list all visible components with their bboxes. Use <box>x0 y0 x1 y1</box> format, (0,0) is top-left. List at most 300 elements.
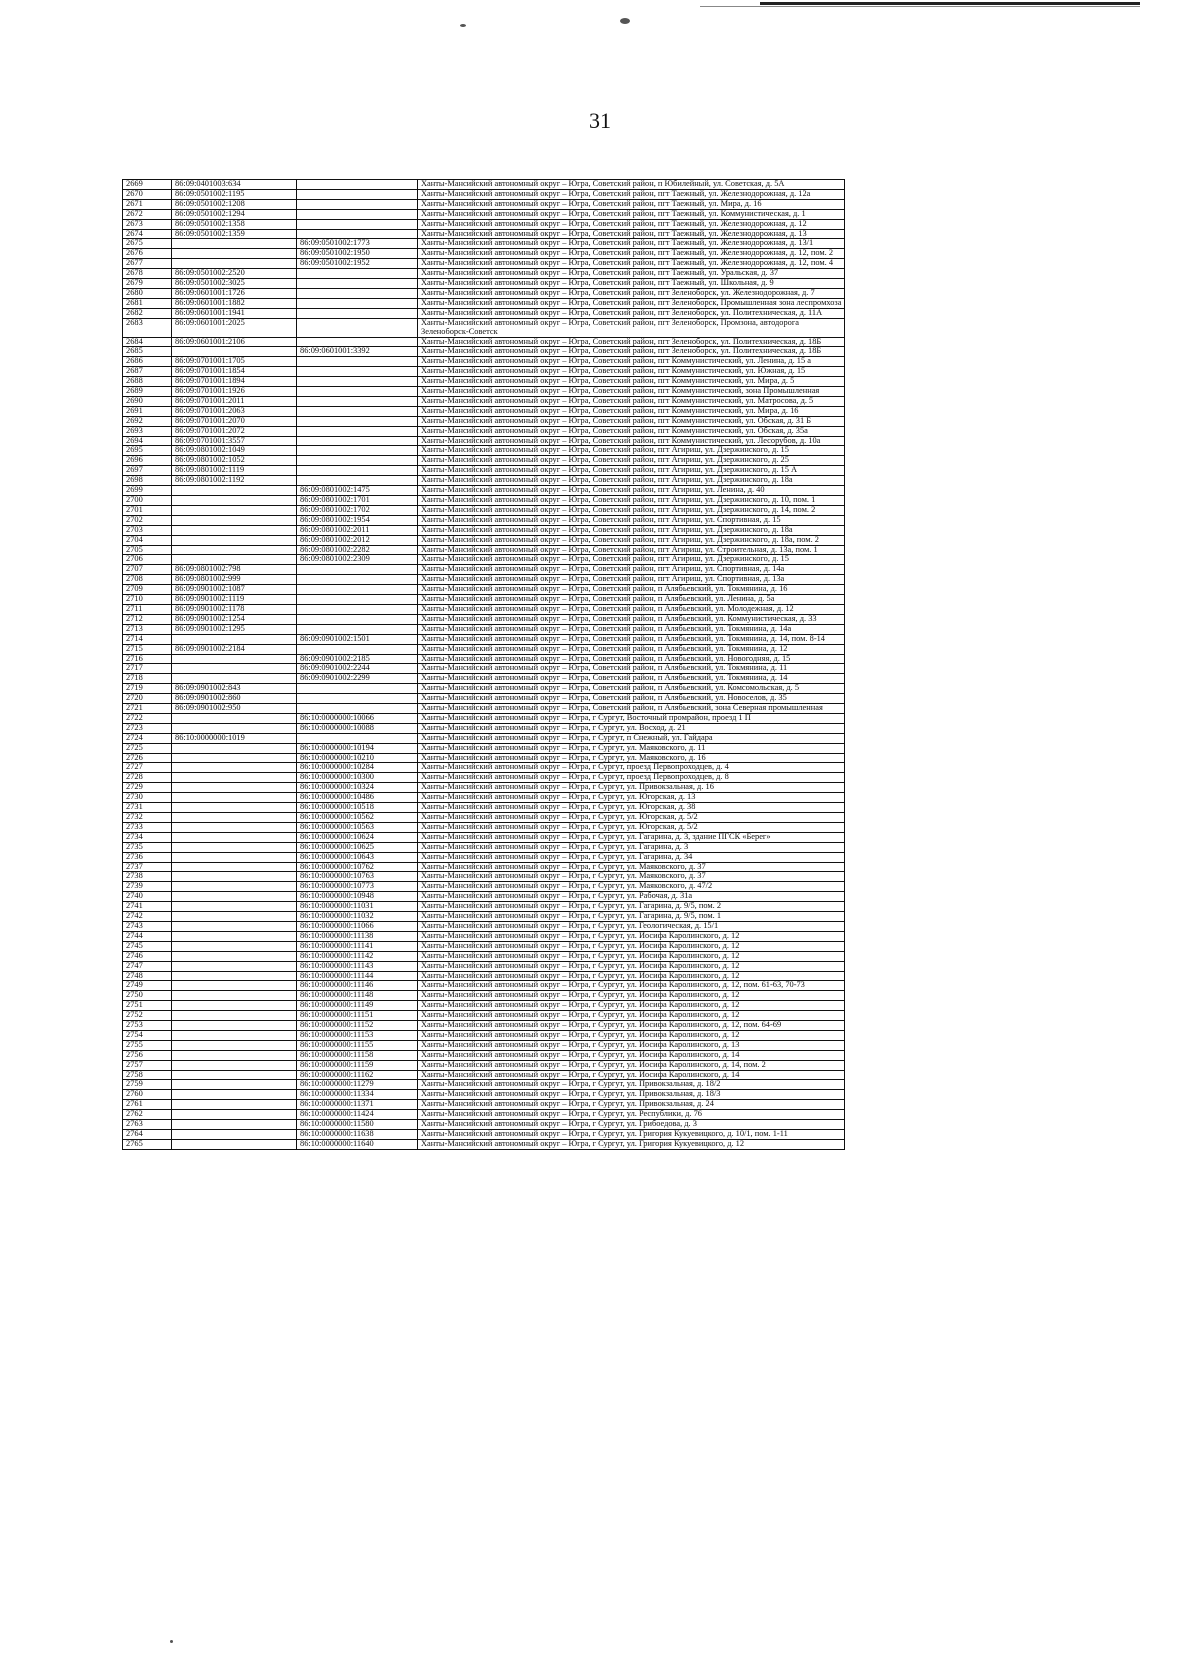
table-row <box>123 1030 845 1040</box>
cadastral-number-cell <box>172 872 297 882</box>
address-cell: Ханты-Мансийский автономный округ – Югра, Советский район, п Алябьевский, ул. Токмянина, д. 14, пом. 8-14 <box>418 634 845 644</box>
cadastral-number-cell: 86:09:0601001:1726 <box>172 288 297 298</box>
row-number-cell: 2678 <box>123 269 172 279</box>
address-cell: Ханты-Мансийский автономный округ – Югра, Советский район, пгт Зеленоборск, ул. Железнодорожная, д. 7 <box>418 288 845 298</box>
table-row <box>123 555 845 565</box>
table-row <box>123 941 845 951</box>
row-number-cell: 2747 <box>123 961 172 971</box>
room-cadastral-number-cell <box>297 604 418 614</box>
address-cell: Ханты-Мансийский автономный округ – Югра, г Сургут, ул. Гагарина, д. 9/5, пом. 2 <box>418 902 845 912</box>
row-number-cell: 2735 <box>123 842 172 852</box>
table-row <box>123 1001 845 1011</box>
row-number-cell: 2730 <box>123 793 172 803</box>
cadastral-number-cell: 86:09:0801002:1192 <box>172 476 297 486</box>
table-row <box>123 249 845 259</box>
address-cell: Ханты-Мансийский автономный округ – Югра, г Сургут, ул. Иосифа Каролинского, д. 12 <box>418 991 845 1001</box>
row-number-cell: 2689 <box>123 387 172 397</box>
cadastral-number-cell <box>172 1120 297 1130</box>
table-row <box>123 357 845 367</box>
table-row <box>123 1120 845 1130</box>
table-row <box>123 1060 845 1070</box>
room-cadastral-number-cell <box>297 229 418 239</box>
address-cell: Ханты-Мансийский автономный округ – Югра, г Сургут, ул. Иосифа Каролинского, д. 12 <box>418 961 845 971</box>
address-cell: Ханты-Мансийский автономный округ – Югра, Советский район, пгт Агириш, ул. Дзержинского, д. 18а <box>418 476 845 486</box>
room-cadastral-number-cell: 86:09:0901002:2185 <box>297 654 418 664</box>
table-row <box>123 813 845 823</box>
table-row <box>123 486 845 496</box>
cadastral-number-cell: 86:09:0701001:1894 <box>172 377 297 387</box>
cadastral-number-cell <box>172 941 297 951</box>
room-cadastral-number-cell: 86:10:0000000:11640 <box>297 1139 418 1149</box>
cadastral-number-cell <box>172 654 297 664</box>
room-cadastral-number-cell: 86:10:0000000:11032 <box>297 912 418 922</box>
address-cell: Ханты-Мансийский автономный округ – Югра, г Сургут, ул. Иосифа Каролинского, д. 12 <box>418 951 845 961</box>
row-number-cell: 2715 <box>123 644 172 654</box>
row-number-cell: 2697 <box>123 466 172 476</box>
cadastral-number-cell <box>172 803 297 813</box>
table-row <box>123 872 845 882</box>
table-row <box>123 199 845 209</box>
row-number-cell: 2717 <box>123 664 172 674</box>
room-cadastral-number-cell <box>297 367 418 377</box>
table-row <box>123 347 845 357</box>
address-cell: Ханты-Мансийский автономный округ – Югра, г Сургут, ул. Иосифа Каролинского, д. 12, пом. 61-63, 70-73 <box>418 981 845 991</box>
cadastral-number-cell: 86:09:0701001:1705 <box>172 357 297 367</box>
address-cell: Ханты-Мансийский автономный округ – Югра, Советский район, пгт Таежный, ул. Уральская, д. 37 <box>418 269 845 279</box>
table-row <box>123 1070 845 1080</box>
room-cadastral-number-cell: 86:10:0000000:10194 <box>297 743 418 753</box>
room-cadastral-number-cell: 86:10:0000000:10486 <box>297 793 418 803</box>
address-cell: Ханты-Мансийский автономный округ – Югра, г Сургут, ул. Маяковского, д. 16 <box>418 753 845 763</box>
cadastral-number-cell: 86:09:0901002:1087 <box>172 585 297 595</box>
cadastral-number-cell <box>172 1110 297 1120</box>
row-number-cell: 2722 <box>123 713 172 723</box>
cadastral-number-cell <box>172 753 297 763</box>
cadastral-number-cell <box>172 813 297 823</box>
room-cadastral-number-cell: 86:09:0801002:1702 <box>297 505 418 515</box>
table-row <box>123 298 845 308</box>
address-cell: Ханты-Мансийский автономный округ – Югра, Советский район, пгт Таежный, ул. Железнодорожная, д. 12а <box>418 189 845 199</box>
table-row <box>123 288 845 298</box>
address-cell: Ханты-Мансийский автономный округ – Югра, Советский район, пгт Агириш, ул. Спортивная, д. 15 <box>418 515 845 525</box>
room-cadastral-number-cell: 86:10:0000000:10088 <box>297 723 418 733</box>
room-cadastral-number-cell: 86:10:0000000:10300 <box>297 773 418 783</box>
table-row <box>123 892 845 902</box>
table-row <box>123 189 845 199</box>
cadastral-number-cell <box>172 842 297 852</box>
address-cell: Ханты-Мансийский автономный округ – Югра, г Сургут, ул. Иосифа Каролинского, д. 14 <box>418 1070 845 1080</box>
row-number-cell: 2702 <box>123 515 172 525</box>
address-cell: Ханты-Мансийский автономный округ – Югра, Советский район, пгт Агириш, ул. Дзержинского, д. 15 А <box>418 466 845 476</box>
room-cadastral-number-cell <box>297 595 418 605</box>
row-number-cell: 2701 <box>123 505 172 515</box>
cadastral-number-cell <box>172 555 297 565</box>
row-number-cell: 2745 <box>123 941 172 951</box>
room-cadastral-number-cell: 86:10:0000000:10562 <box>297 813 418 823</box>
row-number-cell: 2704 <box>123 535 172 545</box>
row-number-cell: 2729 <box>123 783 172 793</box>
row-number-cell: 2670 <box>123 189 172 199</box>
address-cell: Ханты-Мансийский автономный округ – Югра, г Сургут, ул. Привокзальная, д. 24 <box>418 1100 845 1110</box>
room-cadastral-number-cell: 86:09:0601001:3392 <box>297 347 418 357</box>
row-number-cell: 2671 <box>123 199 172 209</box>
address-cell: Ханты-Мансийский автономный округ – Югра, г Сургут, ул. Григория Кукуевицкого, д. 12 <box>418 1139 845 1149</box>
room-cadastral-number-cell: 86:10:0000000:10625 <box>297 842 418 852</box>
row-number-cell: 2761 <box>123 1100 172 1110</box>
room-cadastral-number-cell <box>297 416 418 426</box>
cadastral-number-cell: 86:09:0501002:1208 <box>172 199 297 209</box>
row-number-cell: 2721 <box>123 704 172 714</box>
room-cadastral-number-cell: 86:10:0000000:11159 <box>297 1060 418 1070</box>
cadastral-number-cell: 86:09:0801002:1119 <box>172 466 297 476</box>
address-cell: Ханты-Мансийский автономный округ – Югра, Советский район, пгт Коммунистический, ул. Мира, д. 5 <box>418 377 845 387</box>
table-row <box>123 1011 845 1021</box>
address-cell: Ханты-Мансийский автономный округ – Югра, Советский район, пгт Коммунистический, ул. Обская, д. 35а <box>418 426 845 436</box>
room-cadastral-number-cell: 86:10:0000000:11151 <box>297 1011 418 1021</box>
row-number-cell: 2708 <box>123 575 172 585</box>
address-cell: Ханты-Мансийский автономный округ – Югра, г Сургут, ул. Республики, д. 76 <box>418 1110 845 1120</box>
room-cadastral-number-cell: 86:10:0000000:11141 <box>297 941 418 951</box>
row-number-cell: 2737 <box>123 862 172 872</box>
page-number: 31 <box>589 108 611 133</box>
table-row <box>123 604 845 614</box>
address-cell: Ханты-Мансийский автономный округ – Югра, Советский район, пгт Таежный, ул. Железнодорожная, д. 12 <box>418 219 845 229</box>
table-row <box>123 931 845 941</box>
room-cadastral-number-cell: 86:10:0000000:11371 <box>297 1100 418 1110</box>
table-row <box>123 545 845 555</box>
registry-table <box>122 179 845 1150</box>
cadastral-number-cell <box>172 1080 297 1090</box>
room-cadastral-number-cell <box>297 288 418 298</box>
row-number-cell: 2709 <box>123 585 172 595</box>
address-cell: Ханты-Мансийский автономный округ – Югра, Советский район, пгт Таежный, ул. Железнодорожная, д. 12, пом. 4 <box>418 259 845 269</box>
cadastral-number-cell: 86:09:0701001:1926 <box>172 387 297 397</box>
table-row <box>123 515 845 525</box>
cadastral-number-cell: 86:09:0501002:1294 <box>172 209 297 219</box>
row-number-cell: 2696 <box>123 456 172 466</box>
cadastral-number-cell <box>172 1021 297 1031</box>
table-row <box>123 426 845 436</box>
row-number-cell: 2675 <box>123 239 172 249</box>
address-cell: Ханты-Мансийский автономный округ – Югра, Советский район, п Алябьевский, зона Северная промышленная <box>418 704 845 714</box>
cadastral-number-cell: 86:09:0801002:1052 <box>172 456 297 466</box>
cadastral-number-cell <box>172 723 297 733</box>
room-cadastral-number-cell: 86:09:0901002:2244 <box>297 664 418 674</box>
address-cell: Ханты-Мансийский автономный округ – Югра, г Сургут, ул. Югорская, д. 13 <box>418 793 845 803</box>
row-number-cell: 2673 <box>123 219 172 229</box>
cadastral-number-cell: 86:09:0701001:2070 <box>172 416 297 426</box>
cadastral-number-cell <box>172 496 297 506</box>
room-cadastral-number-cell <box>297 565 418 575</box>
row-number-cell: 2698 <box>123 476 172 486</box>
room-cadastral-number-cell: 86:10:0000000:11334 <box>297 1090 418 1100</box>
room-cadastral-number-cell: 86:10:0000000:11153 <box>297 1030 418 1040</box>
cadastral-number-cell <box>172 1139 297 1149</box>
room-cadastral-number-cell: 86:09:0801002:2282 <box>297 545 418 555</box>
room-cadastral-number-cell <box>297 644 418 654</box>
room-cadastral-number-cell: 86:09:0901002:1501 <box>297 634 418 644</box>
room-cadastral-number-cell: 86:10:0000000:11138 <box>297 931 418 941</box>
cadastral-number-cell <box>172 892 297 902</box>
table-row <box>123 1100 845 1110</box>
address-cell: Ханты-Мансийский автономный округ – Югра, г Сургут, ул. Геологическая, д. 15/1 <box>418 921 845 931</box>
table-row <box>123 822 845 832</box>
row-number-cell: 2695 <box>123 446 172 456</box>
row-number-cell: 2726 <box>123 753 172 763</box>
address-cell: Ханты-Мансийский автономный округ – Югра, Советский район, пгт Агириш, ул. Дзержинского, д. 14, пом. 2 <box>418 505 845 515</box>
cadastral-number-cell: 86:09:0501002:1359 <box>172 229 297 239</box>
cadastral-number-cell <box>172 545 297 555</box>
cadastral-number-cell <box>172 634 297 644</box>
address-cell: Ханты-Мансийский автономный округ – Югра, Советский район, пгт Коммунистический, ул. Обская, д. 31 Б <box>418 416 845 426</box>
address-cell: Ханты-Мансийский автономный округ – Югра, Советский район, пгт Зеленоборск, ул. Политехническая, д. 11А <box>418 308 845 318</box>
address-cell: Ханты-Мансийский автономный округ – Югра, Советский район, пгт Агириш, ул. Дзержинского, д. 15 <box>418 446 845 456</box>
table-row <box>123 644 845 654</box>
table-row <box>123 862 845 872</box>
scan-speck <box>170 1640 173 1643</box>
cadastral-number-cell: 86:09:0701001:2063 <box>172 406 297 416</box>
table-row <box>123 1021 845 1031</box>
address-cell: Ханты-Мансийский автономный округ – Югра, г Сургут, ул. Гагарина, д. 3, здание ПГСК «Берег» <box>418 832 845 842</box>
address-cell: Ханты-Мансийский автономный округ – Югра, Советский район, пгт Агириш, ул. Дзержинского, д. 10, пом. 1 <box>418 496 845 506</box>
row-number-cell: 2685 <box>123 347 172 357</box>
address-cell: Ханты-Мансийский автономный округ – Югра, г Сургут, ул. Привокзальная, д. 16 <box>418 783 845 793</box>
row-number-cell: 2736 <box>123 852 172 862</box>
table-row <box>123 624 845 634</box>
cadastral-number-cell <box>172 1040 297 1050</box>
table-row <box>123 882 845 892</box>
cadastral-number-cell <box>172 347 297 357</box>
room-cadastral-number-cell: 86:10:0000000:11155 <box>297 1040 418 1050</box>
row-number-cell: 2687 <box>123 367 172 377</box>
address-cell: Ханты-Мансийский автономный округ – Югра, г Сургут, ул. Гагарина, д. 3 <box>418 842 845 852</box>
cadastral-number-cell <box>172 981 297 991</box>
address-cell: Ханты-Мансийский автономный округ – Югра, Советский район, пгт Агириш, ул. Спортивная, д. 13а <box>418 575 845 585</box>
address-cell: Ханты-Мансийский автономный округ – Югра, Советский район, пгт Таежный, ул. Мира, д. 16 <box>418 199 845 209</box>
row-number-cell: 2712 <box>123 614 172 624</box>
room-cadastral-number-cell: 86:10:0000000:10643 <box>297 852 418 862</box>
row-number-cell: 2754 <box>123 1030 172 1040</box>
table-row <box>123 239 845 249</box>
room-cadastral-number-cell: 86:09:0501002:1950 <box>297 249 418 259</box>
room-cadastral-number-cell <box>297 357 418 367</box>
cadastral-number-cell <box>172 832 297 842</box>
row-number-cell: 2732 <box>123 813 172 823</box>
address-cell: Ханты-Мансийский автономный округ – Югра, г Сургут, проезд Первопроходцев, д. 4 <box>418 763 845 773</box>
table-row <box>123 476 845 486</box>
room-cadastral-number-cell: 86:09:0801002:2012 <box>297 535 418 545</box>
cadastral-number-cell <box>172 1100 297 1110</box>
cadastral-number-cell: 86:09:0801002:1049 <box>172 446 297 456</box>
cadastral-number-cell <box>172 535 297 545</box>
table-row <box>123 1040 845 1050</box>
table-row <box>123 279 845 289</box>
address-cell: Ханты-Мансийский автономный округ – Югра, г Сургут, ул. Маяковского, д. 37 <box>418 862 845 872</box>
address-cell: Ханты-Мансийский автономный округ – Югра, Советский район, пгт Коммунистический, ул. Матросова, д. 5 <box>418 396 845 406</box>
address-cell: Ханты-Мансийский автономный округ – Югра, г Сургут, ул. Маяковского, д. 37 <box>418 872 845 882</box>
cadastral-number-cell <box>172 783 297 793</box>
room-cadastral-number-cell <box>297 733 418 743</box>
address-cell: Ханты-Мансийский автономный округ – Югра, Советский район, пгт Таежный, ул. Железнодорожная, д. 12, пом. 2 <box>418 249 845 259</box>
row-number-cell: 2706 <box>123 555 172 565</box>
table-row <box>123 1139 845 1149</box>
row-number-cell: 2718 <box>123 674 172 684</box>
row-number-cell: 2759 <box>123 1080 172 1090</box>
table-row <box>123 377 845 387</box>
address-cell: Ханты-Мансийский автономный округ – Югра, Советский район, п Алябьевский, ул. Ленина, д. 5а <box>418 595 845 605</box>
table-row <box>123 921 845 931</box>
row-number-cell: 2683 <box>123 318 172 337</box>
address-cell: Ханты-Мансийский автономный округ – Югра, г Сургут, ул. Иосифа Каролинского, д. 14, пом. 2 <box>418 1060 845 1070</box>
address-cell: Ханты-Мансийский автономный округ – Югра, Советский район, пгт Агириш, ул. Дзержинского, д. 18а <box>418 525 845 535</box>
address-cell: Ханты-Мансийский автономный округ – Югра, г Сургут, ул. Восход, д. 21 <box>418 723 845 733</box>
room-cadastral-number-cell <box>297 387 418 397</box>
row-number-cell: 2692 <box>123 416 172 426</box>
room-cadastral-number-cell: 86:10:0000000:10763 <box>297 872 418 882</box>
address-cell: Ханты-Мансийский автономный округ – Югра, г Сургут, ул. Иосифа Каролинского, д. 14 <box>418 1050 845 1060</box>
cadastral-number-cell <box>172 1070 297 1080</box>
address-cell: Ханты-Мансийский автономный округ – Югра, Советский район, пгт Агириш, ул. Спортивная, д. 14а <box>418 565 845 575</box>
address-cell: Ханты-Мансийский автономный округ – Югра, г Сургут, ул. Грибоедова, д. 3 <box>418 1120 845 1130</box>
room-cadastral-number-cell <box>297 694 418 704</box>
table-row <box>123 951 845 961</box>
address-cell: Ханты-Мансийский автономный округ – Югра, Советский район, п Алябьевский, ул. Новоселов, д. 35 <box>418 694 845 704</box>
address-cell: Ханты-Мансийский автономный округ – Югра, г Сургут, ул. Рабочая, д. 31а <box>418 892 845 902</box>
row-number-cell: 2740 <box>123 892 172 902</box>
row-number-cell: 2723 <box>123 723 172 733</box>
address-cell: Ханты-Мансийский автономный округ – Югра, Советский район, пгт Агириш, ул. Дзержинского, д. 25 <box>418 456 845 466</box>
address-cell: Ханты-Мансийский автономный округ – Югра, Советский район, пгт Зеленоборск, ул. Политехническая, д. 18Б <box>418 347 845 357</box>
room-cadastral-number-cell <box>297 456 418 466</box>
row-number-cell: 2750 <box>123 991 172 1001</box>
room-cadastral-number-cell <box>297 377 418 387</box>
room-cadastral-number-cell <box>297 308 418 318</box>
cadastral-number-cell <box>172 921 297 931</box>
row-number-cell: 2669 <box>123 180 172 190</box>
table-row <box>123 763 845 773</box>
address-cell: Ханты-Мансийский автономный округ – Югра, г Сургут, ул. Иосифа Каролинского, д. 12 <box>418 941 845 951</box>
table-row <box>123 654 845 664</box>
address-cell: Ханты-Мансийский автономный округ – Югра, г Сургут, ул. Иосифа Каролинского, д. 12 <box>418 971 845 981</box>
cadastral-number-cell <box>172 743 297 753</box>
cadastral-number-cell <box>172 862 297 872</box>
scan-edge-line <box>700 6 1140 7</box>
table-row <box>123 259 845 269</box>
table-row <box>123 634 845 644</box>
table-row <box>123 773 845 783</box>
cadastral-number-cell <box>172 773 297 783</box>
table-row <box>123 585 845 595</box>
table-row <box>123 1050 845 1060</box>
cadastral-number-cell <box>172 1001 297 1011</box>
address-cell: Ханты-Мансийский автономный округ – Югра, Советский район, пгт Коммунистический, ул. Мира, д. 16 <box>418 406 845 416</box>
row-number-cell: 2752 <box>123 1011 172 1021</box>
row-number-cell: 2700 <box>123 496 172 506</box>
cadastral-number-cell <box>172 249 297 259</box>
cadastral-number-cell: 86:09:0601001:2106 <box>172 337 297 347</box>
cadastral-number-cell <box>172 1030 297 1040</box>
table-row <box>123 743 845 753</box>
cadastral-number-cell <box>172 902 297 912</box>
row-number-cell: 2716 <box>123 654 172 664</box>
table-row <box>123 535 845 545</box>
row-number-cell: 2741 <box>123 902 172 912</box>
row-number-cell: 2743 <box>123 921 172 931</box>
address-cell: Ханты-Мансийский автономный округ – Югра, г Сургут, ул. Привокзальная, д. 18/3 <box>418 1090 845 1100</box>
table-row <box>123 396 845 406</box>
address-cell: Ханты-Мансийский автономный округ – Югра, г Сургут, ул. Иосифа Каролинского, д. 12, пом. 64-69 <box>418 1021 845 1031</box>
room-cadastral-number-cell: 86:09:0801002:1475 <box>297 486 418 496</box>
address-cell: Ханты-Мансийский автономный округ – Югра, Советский район, п Алябьевский, ул. Токмянина, д. 16 <box>418 585 845 595</box>
row-number-cell: 2711 <box>123 604 172 614</box>
cadastral-number-cell <box>172 515 297 525</box>
room-cadastral-number-cell: 86:09:0801002:2011 <box>297 525 418 535</box>
row-number-cell: 2760 <box>123 1090 172 1100</box>
room-cadastral-number-cell: 86:10:0000000:10284 <box>297 763 418 773</box>
cadastral-number-cell: 86:09:0601001:2025 <box>172 318 297 337</box>
address-cell: Ханты-Мансийский автономный округ – Югра, г Сургут, ул. Югорская, д. 38 <box>418 803 845 813</box>
table-row <box>123 436 845 446</box>
row-number-cell: 2728 <box>123 773 172 783</box>
address-cell: Ханты-Мансийский автономный округ – Югра, Советский район, п Алябьевский, ул. Комсомольская, д. 5 <box>418 684 845 694</box>
cadastral-number-cell: 86:09:0701001:2072 <box>172 426 297 436</box>
cadastral-number-cell <box>172 259 297 269</box>
row-number-cell: 2681 <box>123 298 172 308</box>
cadastral-number-cell: 86:09:0501002:2520 <box>172 269 297 279</box>
scan-edge-line <box>760 2 1140 5</box>
row-number-cell: 2748 <box>123 971 172 981</box>
table-row <box>123 902 845 912</box>
table-row <box>123 318 845 337</box>
room-cadastral-number-cell: 86:09:0801002:1954 <box>297 515 418 525</box>
row-number-cell: 2753 <box>123 1021 172 1031</box>
room-cadastral-number-cell <box>297 298 418 308</box>
cadastral-number-cell: 86:09:0501002:1358 <box>172 219 297 229</box>
cadastral-number-cell <box>172 961 297 971</box>
room-cadastral-number-cell: 86:10:0000000:10563 <box>297 822 418 832</box>
table-row <box>123 466 845 476</box>
table-row <box>123 783 845 793</box>
row-number-cell: 2690 <box>123 396 172 406</box>
row-number-cell: 2714 <box>123 634 172 644</box>
table-row <box>123 496 845 506</box>
room-cadastral-number-cell: 86:10:0000000:11580 <box>297 1120 418 1130</box>
room-cadastral-number-cell: 86:10:0000000:11148 <box>297 991 418 1001</box>
cadastral-number-cell: 86:09:0901002:860 <box>172 694 297 704</box>
cadastral-number-cell <box>172 674 297 684</box>
cadastral-number-cell <box>172 971 297 981</box>
room-cadastral-number-cell: 86:10:0000000:11149 <box>297 1001 418 1011</box>
cadastral-number-cell: 86:09:0801002:798 <box>172 565 297 575</box>
cadastral-number-cell <box>172 1050 297 1060</box>
cadastral-number-cell: 86:09:0501002:1195 <box>172 189 297 199</box>
row-number-cell: 2724 <box>123 733 172 743</box>
table-row <box>123 565 845 575</box>
row-number-cell: 2727 <box>123 763 172 773</box>
cadastral-number-cell <box>172 486 297 496</box>
address-cell: Ханты-Мансийский автономный округ – Югра, Советский район, пгт Таежный, ул. Железнодорожная, д. 13/1 <box>418 239 845 249</box>
address-cell: Ханты-Мансийский автономный округ – Югра, г Сургут, ул. Иосифа Каролинского, д. 12 <box>418 1030 845 1040</box>
scan-speck <box>460 24 466 27</box>
row-number-cell: 2734 <box>123 832 172 842</box>
table-row <box>123 912 845 922</box>
table-row <box>123 525 845 535</box>
address-cell: Ханты-Мансийский автономный округ – Югра, Советский район, пгт Зеленоборск, Промышленная зона леспромхоза <box>418 298 845 308</box>
room-cadastral-number-cell: 86:10:0000000:11162 <box>297 1070 418 1080</box>
room-cadastral-number-cell: 86:10:0000000:11152 <box>297 1021 418 1031</box>
room-cadastral-number-cell: 86:10:0000000:11279 <box>297 1080 418 1090</box>
row-number-cell: 2680 <box>123 288 172 298</box>
